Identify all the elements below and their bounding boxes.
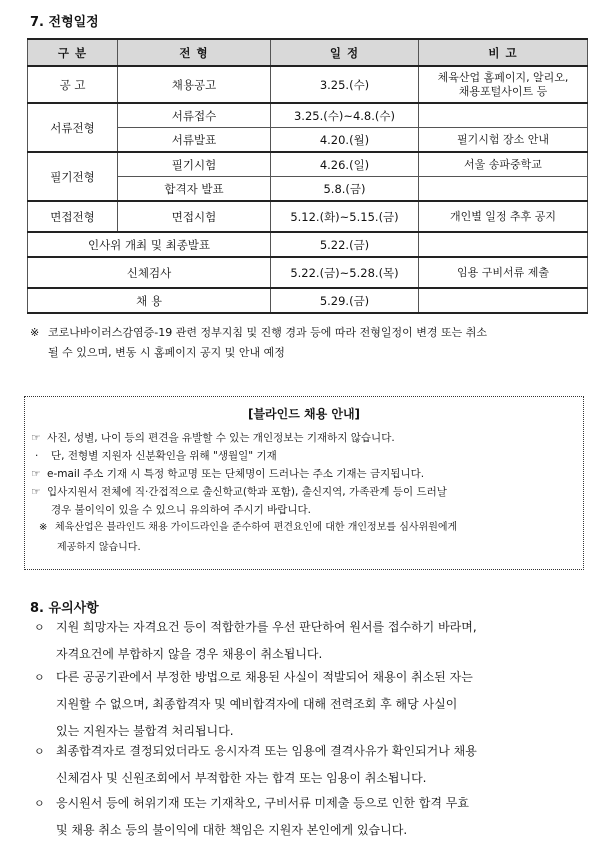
circle-bullet-icon: ㅇ bbox=[34, 621, 45, 634]
cell-group-announce: 공 고 bbox=[28, 66, 118, 103]
blind-line bbox=[31, 431, 395, 445]
list-item bbox=[34, 790, 589, 844]
blind-line bbox=[39, 521, 457, 535]
cell-remarks bbox=[419, 66, 588, 103]
list-item bbox=[34, 738, 589, 792]
note-line: 신체검사 및 신원조회에서 부적합한 자는 합격 또는 임용이 취소됩니다. bbox=[56, 771, 427, 785]
blind-line bbox=[31, 485, 447, 499]
reference-mark: ※ bbox=[39, 522, 48, 533]
table-row bbox=[28, 66, 588, 103]
footnote-line: 될 수 있으며, 변동 시 홈페이지 공지 및 안내 예정 bbox=[48, 346, 285, 359]
header-stage: 전 형 bbox=[118, 39, 271, 66]
cell-group-written: 필기전형 bbox=[28, 152, 118, 201]
blind-line bbox=[31, 467, 424, 481]
header-schedule: 일 정 bbox=[271, 39, 419, 66]
cell-date: 4.26.(일) bbox=[271, 152, 419, 177]
pointing-hand-icon: ☞ bbox=[31, 486, 41, 498]
note-line: 자격요건에 부합하지 않을 경우 채용이 취소됩니다. bbox=[56, 647, 323, 661]
note-line: 최종합격자로 결정되었더라도 응시자격 또는 임용에 결격사유가 확인되거나 채용 bbox=[56, 744, 477, 758]
cell-remarks-empty bbox=[419, 288, 588, 313]
cell-stage: 필기시험 bbox=[118, 152, 271, 177]
section-8-title: 8. 유의사항 bbox=[30, 601, 99, 616]
blind-text: 제공하지 않습니다. bbox=[57, 542, 141, 553]
header-category: 구 분 bbox=[28, 39, 118, 66]
note-line: 지원할 수 없으며, 최종합격자 및 예비합격자에 대해 전력조회 후 해당 사실이 bbox=[56, 697, 458, 711]
table-row bbox=[28, 201, 588, 232]
circle-bullet-icon: ㅇ bbox=[34, 745, 45, 758]
blind-text: 체육산업은 블라인드 채용 가이드라인을 준수하여 편견요인에 대한 개인정보를 심사위원에게 bbox=[55, 522, 458, 533]
table-row bbox=[28, 152, 588, 177]
cell-group-physical: 신체검사 bbox=[28, 257, 271, 288]
pointing-hand-icon: ☞ bbox=[31, 432, 41, 444]
note-line: 응시원서 등에 허위기재 또는 기재착오, 구비서류 미제출 등으로 인한 합격 무효 bbox=[56, 796, 469, 810]
note-line: 있는 지원자는 불합격 처리됩니다. bbox=[56, 724, 234, 738]
cell-remarks-empty bbox=[419, 232, 588, 257]
note-line: 다른 공공기관에서 부정한 방법으로 채용된 사실이 적발되어 채용이 취소된 자는 bbox=[56, 670, 473, 684]
remarks-line: 채용포털사이트 등 bbox=[458, 84, 548, 98]
reference-mark: ※ bbox=[30, 326, 40, 339]
cell-date: 3.25.(수)~4.8.(수) bbox=[271, 103, 419, 128]
cell-remarks-empty bbox=[419, 177, 588, 202]
blind-text: 경우 불이익이 있을 수 있으니 유의하여 주시기 바랍니다. bbox=[51, 504, 311, 516]
pointing-hand-icon: ☞ bbox=[31, 468, 41, 480]
blind-text: e-mail 주소 기재 시 특정 학교명 또는 단체명이 드러나는 주소 기재는 금지됩니다. bbox=[47, 468, 425, 480]
cell-date: 5.22.(금) bbox=[271, 232, 419, 257]
blind-hiring-title: [블라인드 채용 안내] bbox=[247, 407, 361, 421]
footnote-line: 코로나바이러스감염증-19 관련 정부지침 및 진행 경과 등에 따라 전형일정이 변경 또는 취소 bbox=[48, 326, 487, 339]
cell-stage: 합격자 발표 bbox=[118, 177, 271, 202]
cell-date: 4.20.(월) bbox=[271, 128, 419, 153]
circle-bullet-icon: ㅇ bbox=[34, 671, 45, 684]
cell-remarks: 필기시험 장소 안내 bbox=[419, 128, 588, 153]
cell-date: 5.12.(화)~5.15.(금) bbox=[271, 201, 419, 232]
note-line: 및 채용 취소 등의 불이익에 대한 책임은 지원자 본인에게 있습니다. bbox=[56, 823, 408, 837]
table-row bbox=[28, 103, 588, 128]
list-item bbox=[34, 664, 589, 745]
header-remarks: 비 고 bbox=[419, 39, 588, 66]
cell-stage: 면접시험 bbox=[118, 201, 271, 232]
note-line: 지원 희망자는 자격요건 등이 적합한가를 우선 판단하여 원서를 접수하기 바라며, bbox=[56, 620, 477, 634]
cell-date: 5.22.(금)~5.28.(목) bbox=[271, 257, 419, 288]
cell-remarks-empty bbox=[419, 103, 588, 128]
circle-bullet-icon: ㅇ bbox=[34, 797, 45, 810]
cell-remarks: 임용 구비서류 제출 bbox=[419, 257, 588, 288]
section-7-title: 7. 전형일정 bbox=[30, 15, 99, 30]
list-item bbox=[34, 614, 589, 668]
cell-group-hire: 채 용 bbox=[28, 288, 271, 313]
table-row bbox=[28, 288, 588, 313]
blind-text: 입사지원서 전체에 직·간접적으로 출신학교(학과 포함), 출신지역, 가족관계 등이 드러날 bbox=[47, 486, 447, 498]
middle-dot-icon: · bbox=[35, 450, 39, 462]
remarks-line: 체육산업 홈페이지, 알리오, bbox=[437, 70, 569, 84]
cell-stage: 채용공고 bbox=[118, 66, 271, 103]
cell-stage: 서류발표 bbox=[118, 128, 271, 153]
cell-group-doc: 서류전형 bbox=[28, 103, 118, 152]
cell-date: 3.25.(수) bbox=[271, 66, 419, 103]
table-row bbox=[28, 232, 588, 257]
cell-group-interview: 면접전형 bbox=[28, 201, 118, 232]
schedule-footnote bbox=[30, 323, 590, 363]
cell-remarks: 서울 송파중학교 bbox=[419, 152, 588, 177]
cell-date: 5.29.(금) bbox=[271, 288, 419, 313]
blind-text: 단, 전형별 지원자 신분확인을 위해 "생월일" 기재 bbox=[51, 450, 277, 462]
blind-line bbox=[35, 449, 277, 463]
blind-hiring-box bbox=[24, 396, 584, 570]
schedule-table bbox=[27, 38, 588, 314]
cell-remarks: 개인별 일정 추후 공지 bbox=[419, 201, 588, 232]
cell-date: 5.8.(금) bbox=[271, 177, 419, 202]
blind-text: 사진, 성별, 나이 등의 편견을 유발할 수 있는 개인정보는 기재하지 않습니다. bbox=[47, 432, 395, 444]
table-row bbox=[28, 257, 588, 288]
cell-group-committee: 인사위 개최 및 최종발표 bbox=[28, 232, 271, 257]
cell-stage: 서류접수 bbox=[118, 103, 271, 128]
